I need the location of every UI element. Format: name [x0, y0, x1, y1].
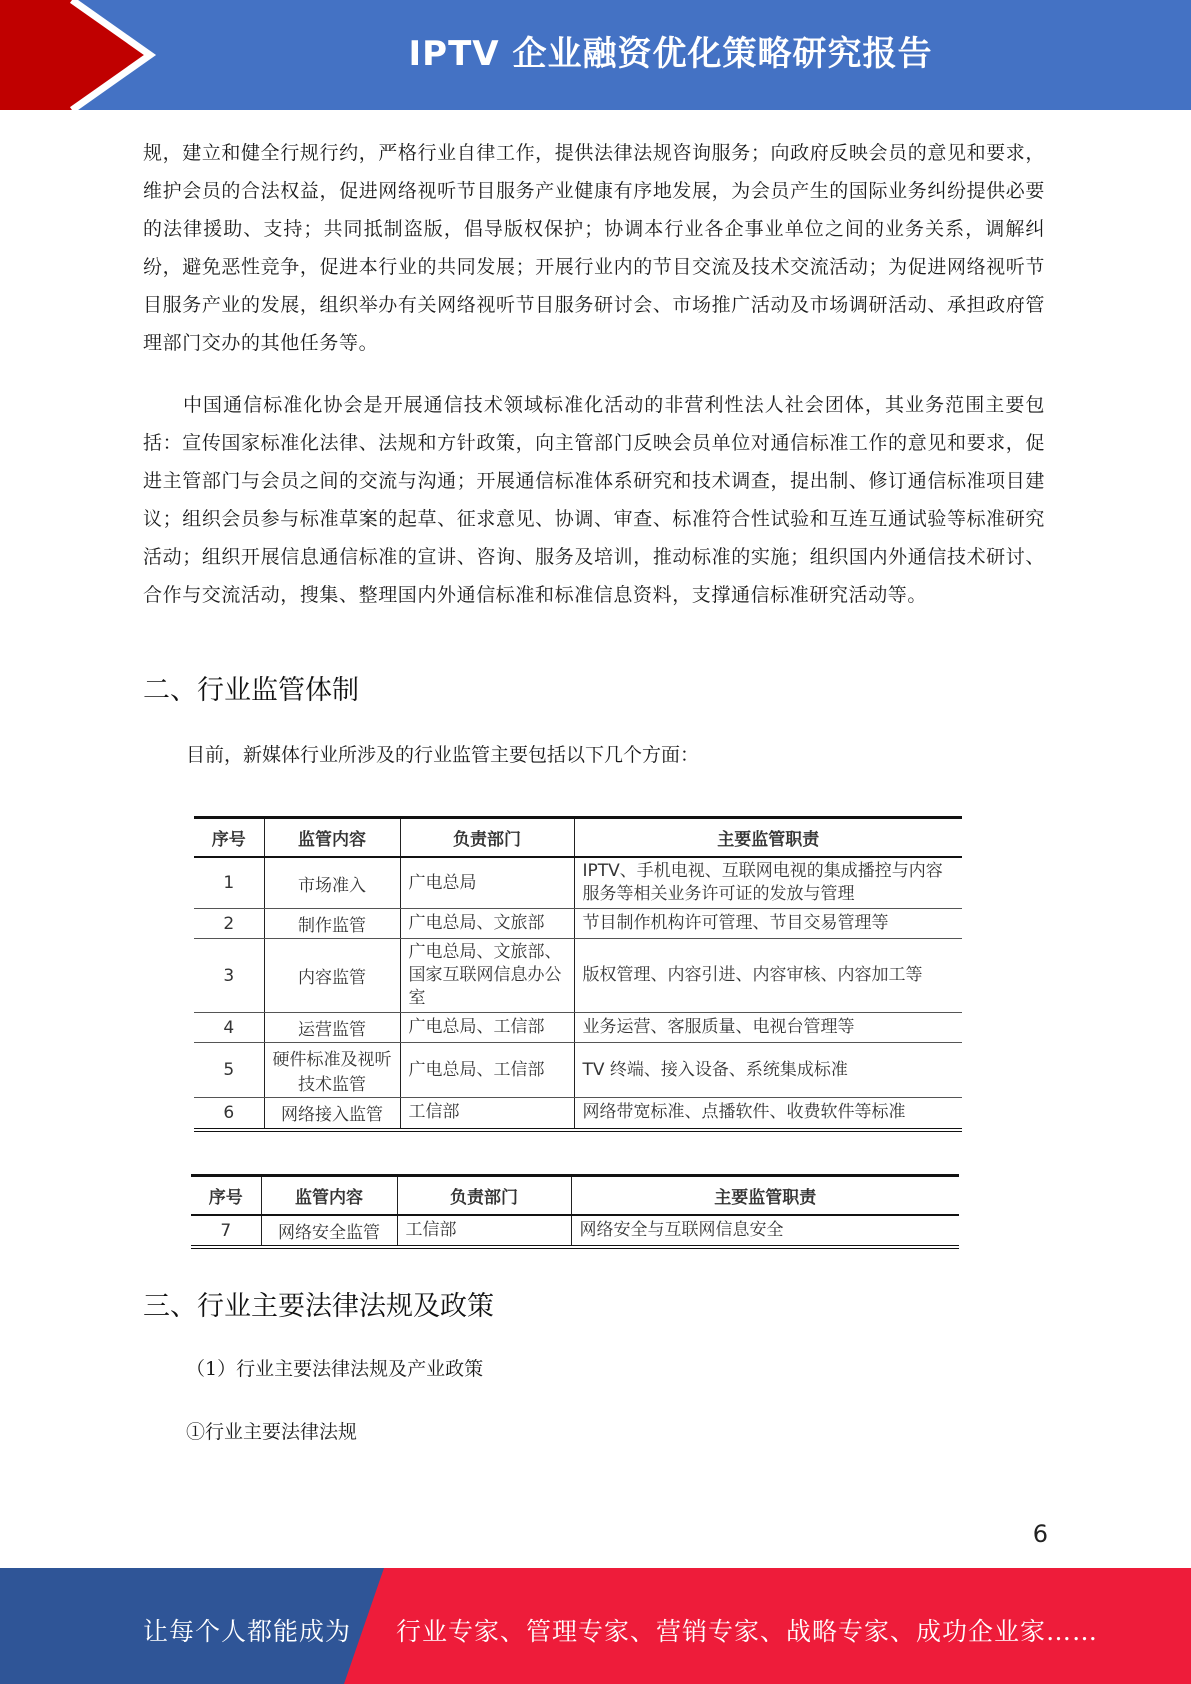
header-cell-no: 序号 [191, 1176, 261, 1216]
row-dept: 广电总局、文旅部 [400, 909, 574, 939]
header-cell-item: 监管内容 [264, 818, 400, 858]
header-cell-no: 序号 [194, 818, 264, 858]
table-row [194, 939, 962, 1013]
row-dept: 广电总局 [400, 857, 574, 909]
row-item: 制作监管 [264, 909, 400, 939]
row-no: 1 [194, 857, 264, 909]
regulation-table [194, 816, 962, 1132]
page-number: 6 [1032, 1520, 1048, 1548]
regulation-table-continued [191, 1174, 959, 1249]
row-duty: TV 终端、接入设备、系统集成标准 [574, 1043, 962, 1098]
row-no: 6 [194, 1098, 264, 1130]
row-duty: IPTV、手机电视、互联网电视的集成播控与内容服务等相关业务许可证的发放与管理 [574, 857, 962, 909]
header-cell-item: 监管内容 [261, 1176, 397, 1216]
table-header-row [191, 1176, 959, 1216]
report-title: IPTV 企业融资优化策略研究报告 [408, 34, 933, 74]
row-dept: 工信部 [400, 1098, 574, 1130]
body-paragraph-1: 规，建立和健全行规行约，严格行业自律工作，提供法律法规咨询服务；向政府反映会员的意见和要求，维护会员的合法权益，促进网络视听节目服务产业健康有序地发展，为会员产生的国际业务纠纷提供必要的法律援助、支持；共同抵制盗版，倡导版权保护；协调本行业各企事业单位之间的业务关系，调解纠纷，避免恶性竞争，促进本行业的共同发展；开展行业内的节目交流及技术交流活动；为促进网络视听节目服务产业的发展，组织举办有关网络视听节目服务研讨会、市场推广活动及市场调研活动、承担政府管理部门交办的其他任务等。 [143, 142, 1045, 354]
row-dept: 广电总局、工信部 [400, 1013, 574, 1043]
table-row [194, 1043, 962, 1098]
row-item: 运营监管 [264, 1013, 400, 1043]
row-item: 网络安全监管 [261, 1215, 397, 1247]
table-row [194, 857, 962, 909]
body-paragraph-2: 中国通信标准化协会是开展通信技术领域标准化活动的非营利性法人社会团体，其业务范围主要包括：宣传国家标准化法律、法规和方针政策，向主管部门反映会员单位对通信标准工作的意见和要求，促进主管部门与会员之间的交流与沟通；开展通信标准体系研究和技术调查，提出制、修订通信标准项目建议；组织会员参与标准草案的起草、征求意见、协调、审查、标准符合性试验和互连互通试验等标准研究活动；组织开展信息通信标准的宣讲、咨询、服务及培训，推动标准的实施；组织国内外通信技术研讨、合作与交流活动，搜集、整理国内外通信标准和标准信息资料，支撑通信标准研究活动等。 [143, 394, 1045, 606]
row-item: 硬件标准及视听技术监管 [264, 1043, 400, 1098]
row-no: 5 [194, 1043, 264, 1098]
row-no: 2 [194, 909, 264, 939]
section-intro: 目前，新媒体行业所涉及的行业监管主要包括以下几个方面： [186, 744, 700, 766]
table-row [191, 1215, 959, 1247]
row-duty: 网络安全与互联网信息安全 [571, 1215, 959, 1247]
subsection-heading: （1）行业主要法律法规及产业政策 [186, 1358, 484, 1380]
section-heading-2: 二、行业监管体制 [143, 675, 359, 706]
row-item: 市场准入 [264, 857, 400, 909]
section-heading-3: 三、行业主要法律法规及政策 [143, 1291, 494, 1322]
row-item: 网络接入监管 [264, 1098, 400, 1130]
table-row [194, 1013, 962, 1043]
row-duty: 版权管理、内容引进、内容审核、内容加工等 [574, 939, 962, 1013]
header-cell-duty: 主要监管职责 [571, 1176, 959, 1216]
row-duty: 节目制作机构许可管理、节目交易管理等 [574, 909, 962, 939]
footer-slogan-right: 行业专家、管理专家、营销专家、战略专家、成功企业家…… [396, 1617, 1099, 1646]
header-cell-duty: 主要监管职责 [574, 818, 962, 858]
header-cell-dept: 负责部门 [400, 818, 574, 858]
table-row [194, 1098, 962, 1130]
page-header [0, 0, 1191, 110]
table-header-row [194, 818, 962, 858]
row-no: 3 [194, 939, 264, 1013]
footer-slogan-left: 让每个人都能成为 [143, 1617, 352, 1646]
table-row [194, 909, 962, 939]
row-dept: 广电总局、文旅部、国家互联网信息办公室 [400, 939, 574, 1013]
row-duty: 业务运营、客服质量、电视台管理等 [574, 1013, 962, 1043]
subsubsection-heading: ①行业主要法律法规 [186, 1421, 358, 1443]
row-no: 4 [194, 1013, 264, 1043]
row-duty: 网络带宽标准、点播软件、收费软件等标准 [574, 1098, 962, 1130]
row-item: 内容监管 [264, 939, 400, 1013]
row-dept: 广电总局、工信部 [400, 1043, 574, 1098]
row-dept: 工信部 [397, 1215, 571, 1247]
header-cell-dept: 负责部门 [397, 1176, 571, 1216]
row-no: 7 [191, 1215, 261, 1247]
